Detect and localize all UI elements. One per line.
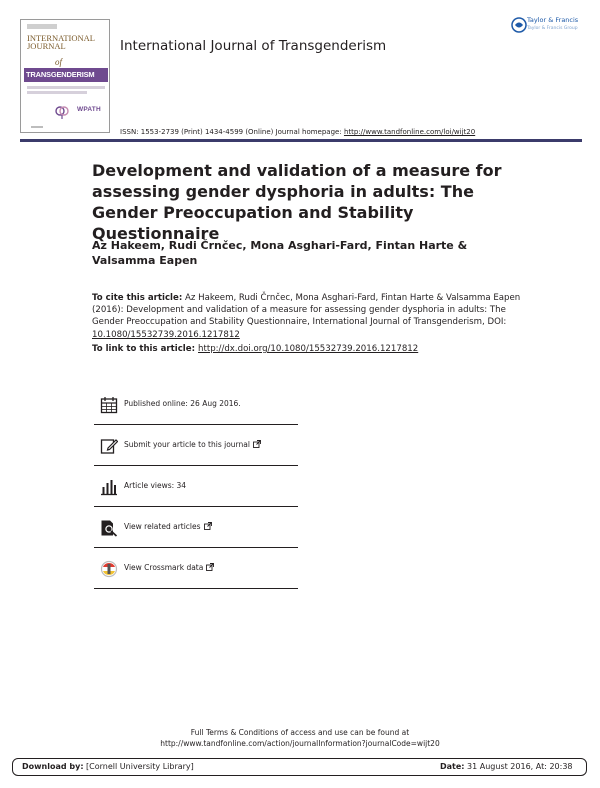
link-label: To link to this article: <box>92 344 199 354</box>
article-url-link[interactable]: http://dx.doi.org/10.1080/15532739.2016.1217812 <box>198 344 419 354</box>
related-articles-link[interactable] <box>124 522 212 531</box>
external-link-icon <box>206 563 214 571</box>
download-date-value: 31 August 2016, At: 20:38 <box>464 762 573 771</box>
crossmark-label: View Crossmark data <box>124 563 204 572</box>
download-date <box>440 762 573 771</box>
journal-name: International Journal of Transgenderism <box>120 38 387 54</box>
downloaded-by <box>22 762 194 771</box>
cover-band-title: TRANSGENDERISM <box>26 70 95 79</box>
cover-title-line1: INTERNATIONAL <box>27 33 95 43</box>
submit-article-link[interactable] <box>124 440 261 449</box>
crossmark-link[interactable] <box>124 563 214 572</box>
journal-homepage-link[interactable]: http://www.tandfonline.com/loi/wijt20 <box>343 128 476 136</box>
crossmark-icon <box>100 560 118 578</box>
downloaded-by-label: Download by: <box>22 762 84 771</box>
external-link-icon <box>204 522 212 530</box>
issn-text: ISSN: 1553-2739 (Print) 1434-4599 (Online) Journal homepage: <box>120 128 344 136</box>
article-link-line <box>92 344 418 354</box>
article-views-row <box>94 466 298 506</box>
header-divider <box>20 139 582 142</box>
issn-line <box>120 128 475 136</box>
downloaded-by-value: [Cornell University Library] <box>83 762 194 771</box>
terms-line: Full Terms & Conditions of access and use can be found at <box>190 728 410 737</box>
citation-block <box>92 292 532 341</box>
submit-article-label: Submit your article to this journal <box>124 440 250 449</box>
citation-label: To cite this article: <box>92 293 183 303</box>
related-articles-icon <box>100 519 118 537</box>
doi-link[interactable]: 10.1080/15532739.2016.1217812 <box>92 329 240 340</box>
cover-publisher-mark <box>31 126 43 128</box>
article-views-text: Article views: 34 <box>124 481 187 490</box>
external-link-icon <box>253 440 261 448</box>
crossmark-row[interactable] <box>94 548 298 588</box>
terms-notice <box>0 727 600 749</box>
download-date-label: Date: <box>440 762 465 771</box>
edit-pencil-icon <box>100 437 118 455</box>
calendar-icon <box>100 396 118 414</box>
submit-article-row[interactable] <box>94 425 298 465</box>
publisher-logo-text <box>527 17 578 32</box>
cover-society-name: WPATH <box>77 106 101 113</box>
publisher-name: Taylor & Francis <box>527 16 579 24</box>
article-authors: Az Hakeem, Rudi Črnčec, Mona Asghari-Fard, Fintan Harte & Valsamma Eapen <box>92 239 468 267</box>
gender-symbols-icon <box>53 102 71 120</box>
terms-url-link[interactable]: http://www.tandfonline.com/action/journalInformation?journalCode=wijt20 <box>160 739 440 748</box>
citation-text: Az Hakeem, Rudi Črnčec, Mona Asghari-Fard, Fintan Harte & Valsamma Eapen (2016): Development and validation of a measure for assessing gender dysphoria in adults: The Gender Preoccupation and Stability Questionnaire, International Journal of Transgenderism, DOI: <box>92 293 521 328</box>
cover-title-of: of <box>55 57 63 67</box>
row-divider <box>94 588 298 589</box>
cover-subtitle-line <box>27 86 105 89</box>
journal-cover-image <box>20 19 110 133</box>
published-online-row <box>94 384 298 424</box>
published-online-text: Published online: 26 Aug 2016. <box>124 399 241 408</box>
article-title: Development and validation of a measure for assessing gender dysphoria in adults: The Gender Preoccupation and Stability Questionnaire <box>92 161 502 243</box>
cover-title-line2: JOURNAL <box>27 41 66 51</box>
cover-title <box>27 34 105 50</box>
cover-top-bar <box>27 24 57 29</box>
cover-subtitle-line <box>27 91 87 94</box>
related-articles-label: View related articles <box>124 522 201 531</box>
bar-chart-icon <box>100 478 118 496</box>
related-articles-row[interactable] <box>94 507 298 547</box>
publisher-group: Taylor & Francis Group <box>527 26 578 31</box>
